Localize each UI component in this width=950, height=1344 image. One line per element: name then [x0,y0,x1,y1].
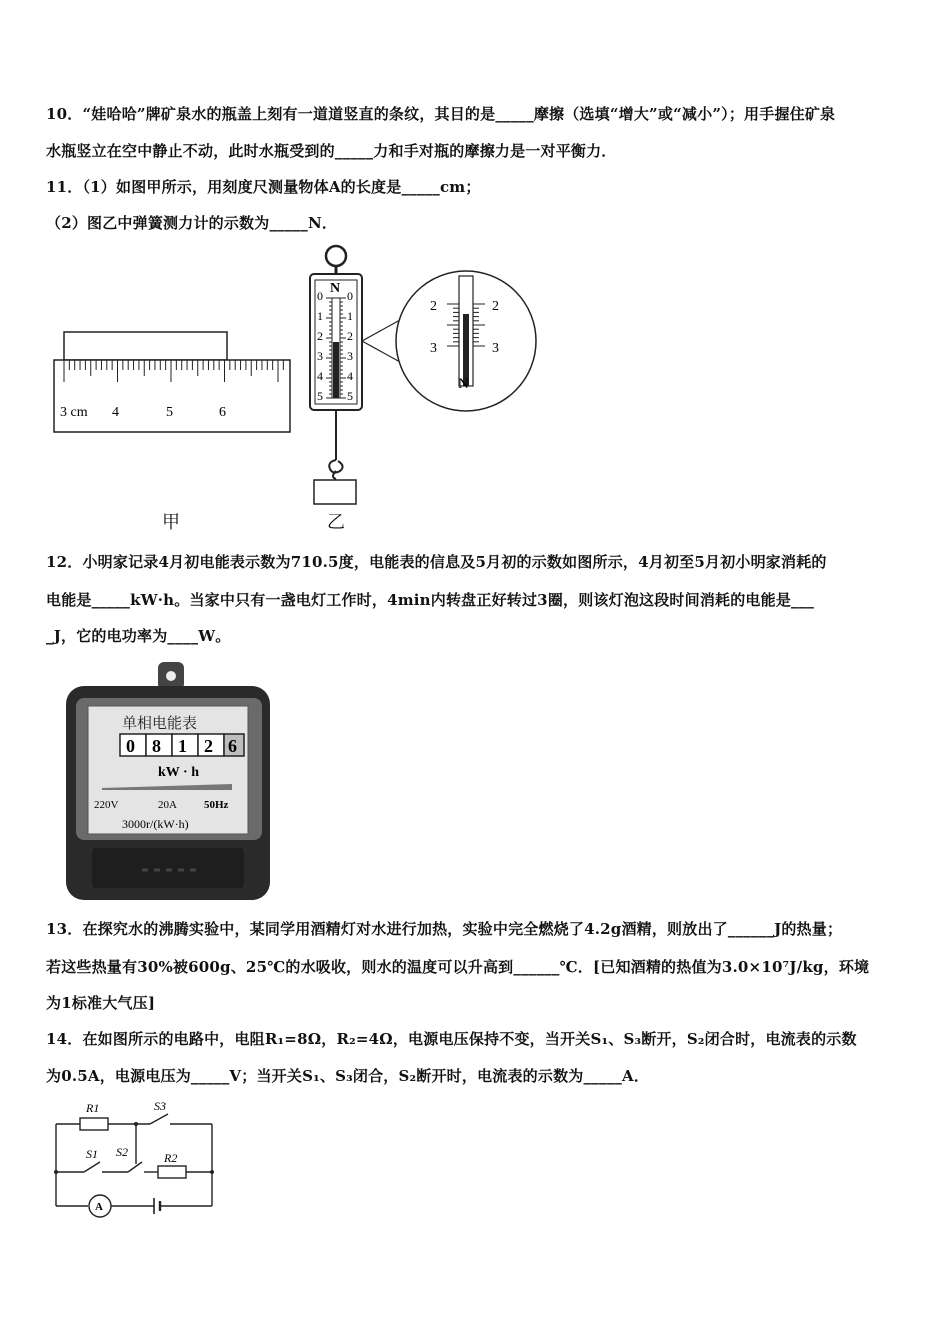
q12-line-1: 12．小明家记录4月初电能表示数为710.5度，电能表的信息及5月初的示数如图所示，4月初至5月初小明家消耗的 [46,553,827,571]
q10-line-1: 10．“娃哈哈”牌矿泉水的瓶盖上刻有一道道竖直的条纹，其目的是_____摩擦（选填“增大”或“减小”）；用手握住矿泉 [46,105,836,123]
label-r2: R2 [164,1151,178,1165]
scale-right-5: 5 [347,389,353,403]
zoom-unit: N [458,376,469,392]
ruler-svg [52,330,297,440]
scale-right-0: 0 [347,289,353,303]
label-ammeter: A [95,1201,103,1213]
zoom-label-left-2: 2 [430,299,437,314]
scale-right-1: 1 [347,309,353,323]
switch-s1 [84,1162,100,1172]
ruler-label-4: 4 [112,405,119,420]
meter-digit-2: 8 [152,736,161,756]
q13-line-1: 13．在探究水的沸腾实验中，某同学用酒精灯对水进行加热，实验中完全燃烧了4.2g酒精，则放出了______J的热量； [46,920,843,938]
scale-unit: N [330,281,341,296]
q13-line-2: 若这些热量有30%被600g、25℃的水吸收，则水的温度可以升高到______℃．[已知酒精的热值为3.0×10⁷J/kg，环境 [46,958,870,976]
meter-digit-3: 1 [178,736,187,756]
q11-line-2: （2）图乙中弹簧测力计的示数为_____N． [46,214,338,232]
q14-line-1: 14．在如图所示的电路中，电阻R₁=8Ω，R₂=4Ω，电源电压保持不变，当开关S₁、S₃断开，S₂闭合时，电流表的示数 [46,1030,857,1048]
scale-right-4: 4 [347,369,353,383]
electric-meter-figure [62,660,274,902]
q11-line-1: 11．（1）如图甲所示，用刻度尺测量物体A的长度是_____cm； [46,178,481,196]
q13-line-3: 为1标准大气压] [46,994,156,1012]
spring-scale-figure [300,238,545,508]
caption-jia: 甲 [162,512,180,533]
scale-ring [326,246,346,266]
q10-line-2: 水瓶竖立在空中静止不动，此时水瓶受到的_____力和手对瓶的摩擦力是一对平衡力． [46,142,617,160]
resistor-r1 [80,1118,108,1130]
ruler-label-3: 3 cm [60,405,88,420]
meter-digit-1: 0 [126,736,135,756]
meter-constant: 3000r/(kW·h) [122,817,189,831]
scale-left-2: 2 [317,329,323,343]
meter-unit: kW · h [158,765,199,780]
scale-weight [314,480,356,504]
ruler-body [54,360,290,432]
scale-right-3: 3 [347,349,353,363]
caption-yi: 乙 [327,512,345,533]
electric-meter-svg [62,660,274,902]
scale-right-2: 2 [347,329,353,343]
ruler-label-6: 6 [219,405,226,420]
meter-title: 单相电能表 [122,716,198,732]
circuit-figure [50,1096,220,1226]
q14-line-2: 为0.5A，电源电压为_____V；当开关S₁、S₃闭合，S₂断开时，电流表的示数为_____A． [46,1067,650,1085]
meter-digit-5: 6 [228,736,237,756]
switch-s3 [150,1114,168,1124]
meter-digit-4: 2 [204,736,213,756]
spring-scale-svg [300,238,545,508]
zoom-label-left-3: 3 [430,341,437,356]
scale-indicator [333,342,339,398]
object-a [64,332,227,360]
zoom-pointer [362,320,400,362]
scale-left-1: 1 [317,309,323,323]
resistor-r2 [158,1166,186,1178]
ruler-label-5: 5 [166,405,173,420]
meter-spec-current: 20A [158,799,177,811]
meter-spec-voltage: 220V [94,799,119,811]
q12-line-3: _J，它的电功率为____W。 [46,627,231,645]
zoom-label-right-3: 3 [492,341,499,356]
scale-hook [329,460,342,473]
label-s3: S3 [154,1099,166,1113]
meter-spec-frequency: 50Hz [204,799,229,811]
zoom-label-right-2: 2 [492,299,499,314]
scale-left-4: 4 [317,369,323,383]
switch-s2 [128,1162,142,1172]
q12-line-2: 电能是_____kW·h。当家中只有一盏电灯工作时，4min内转盘正好转过3圈，则该灯泡这段时间消耗的电能是___ [46,591,815,609]
ruler-figure [52,330,297,440]
circuit-svg [50,1096,220,1226]
label-s2: S2 [116,1145,128,1159]
label-s1: S1 [86,1147,98,1161]
scale-left-3: 3 [317,349,323,363]
scale-left-5: 5 [317,389,323,403]
label-r1: R1 [86,1101,100,1115]
scale-left-0: 0 [317,289,323,303]
